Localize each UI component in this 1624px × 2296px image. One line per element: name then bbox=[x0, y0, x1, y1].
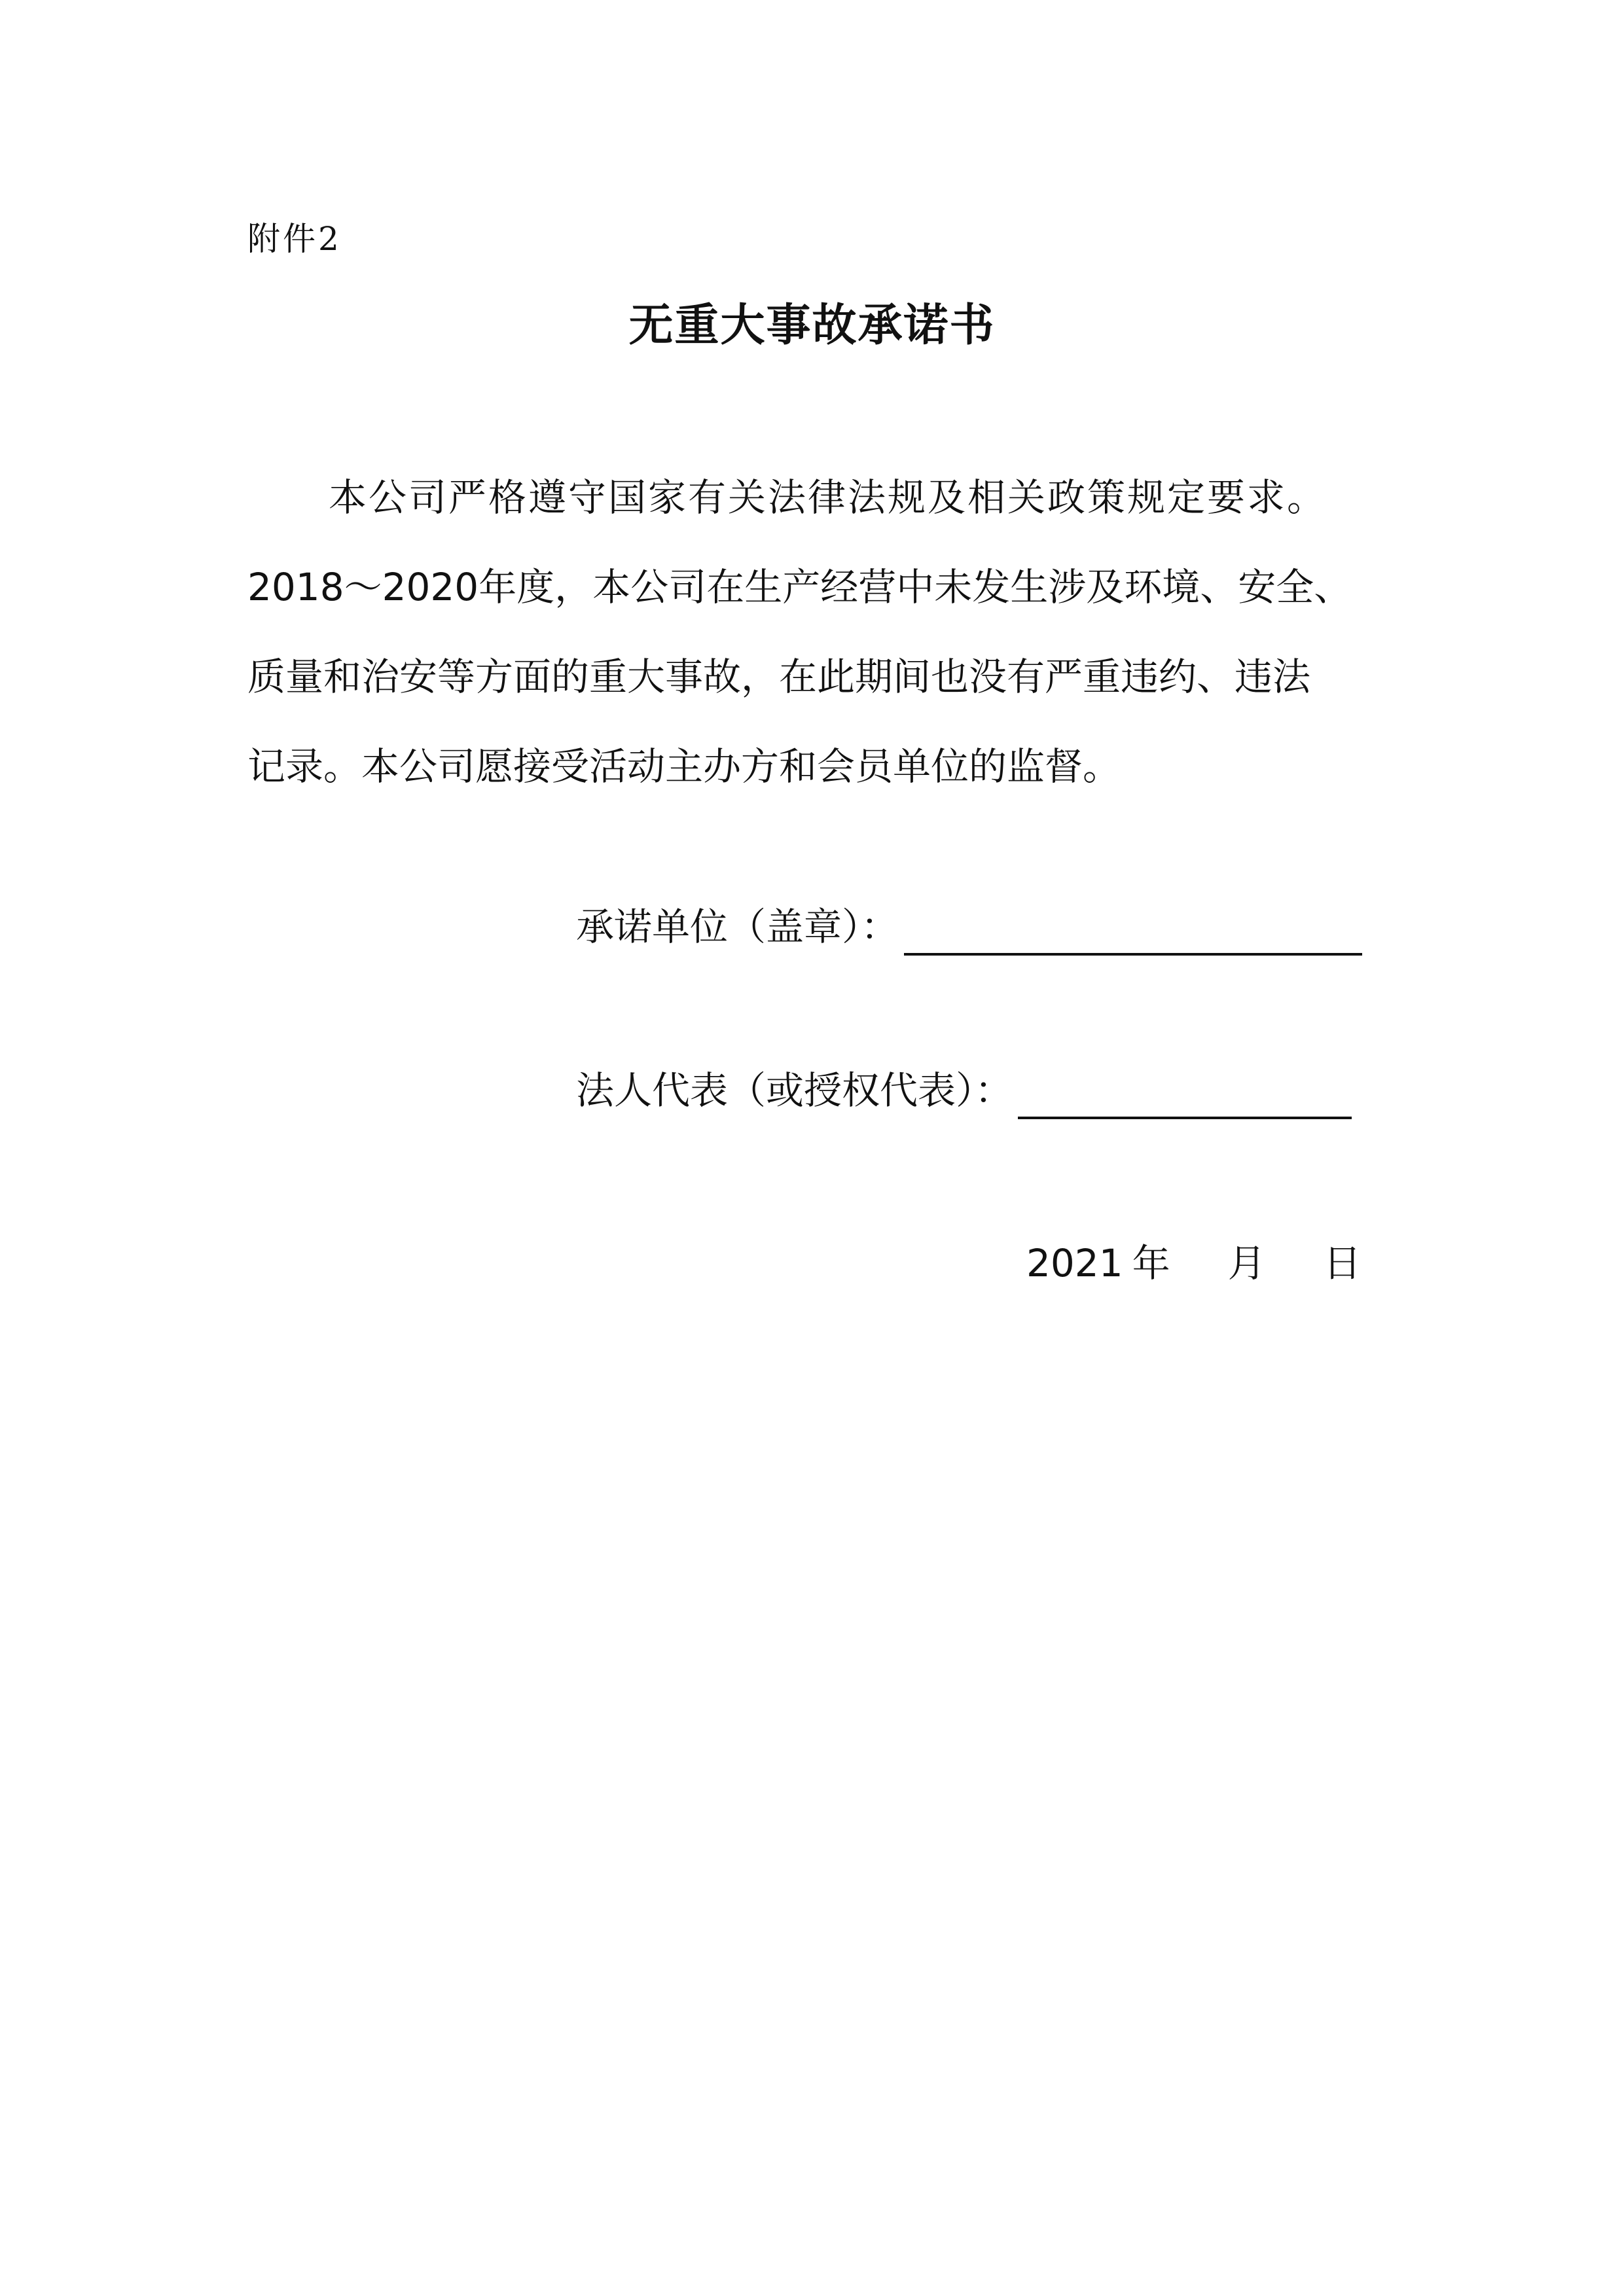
date-year: 2021 bbox=[1026, 1241, 1123, 1285]
attachment-label: 附件2 bbox=[247, 220, 342, 258]
legal-representative-row bbox=[576, 1060, 1352, 1119]
body-line-1: 本公司严格遵守国家有关法律法规及相关政策规定要求。 bbox=[329, 475, 1327, 520]
date-day-unit: 日 bbox=[1323, 1241, 1362, 1285]
committing-unit-blank[interactable] bbox=[904, 907, 1362, 956]
body-line-4: 记录。本公司愿接受活动主办方和会员单位的监督。 bbox=[247, 744, 1121, 789]
legal-representative-label: 法人代表（或授权代表）： bbox=[576, 1068, 1013, 1113]
date-month-unit: 月 bbox=[1227, 1241, 1266, 1285]
committing-unit-label: 承诺单位（盖章）： bbox=[576, 905, 899, 949]
committing-unit-row bbox=[576, 897, 1362, 956]
date-year-unit: 年 bbox=[1132, 1241, 1170, 1285]
date-row bbox=[1026, 1237, 1362, 1289]
body-line-2: 2018～2020年度，本公司在生产经营中未发生涉及环境、安全、 bbox=[247, 565, 1352, 609]
legal-representative-blank[interactable] bbox=[1018, 1071, 1352, 1119]
body-line-3: 质量和治安等方面的重大事故，在此期间也没有严重违约、违法 bbox=[247, 655, 1311, 699]
document-title: 无重大事故承诺书 bbox=[628, 300, 996, 351]
